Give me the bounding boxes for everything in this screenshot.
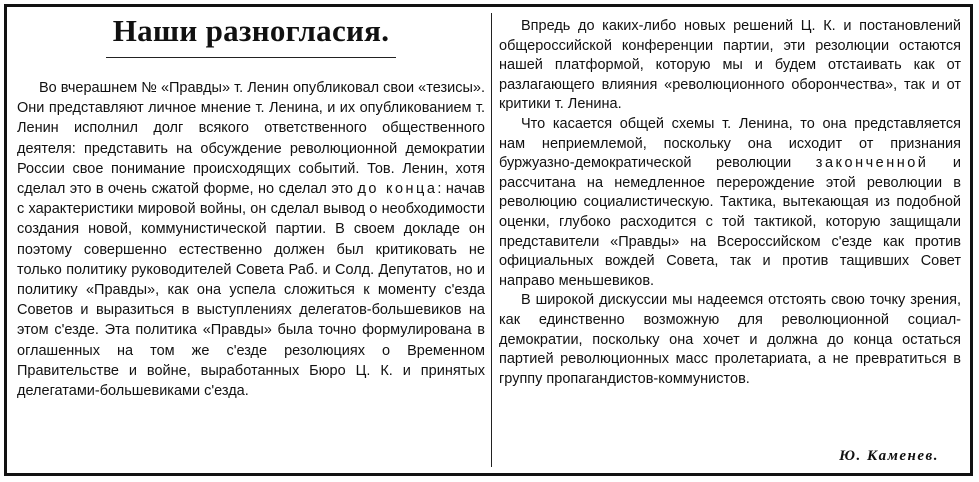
- left-paragraph: [17, 78, 485, 401]
- left-paragraph-text-1: Во вчерашнем № «Правды» т. Ленин опубликовал свои «тезисы». Они представляют личное мнение т. Ленина, и их опубликованием т. Ленин исполнил долг всякого ответственного общественного деятеля: представить на обсуждение революционной демократии России свое понимание происходящих событий. Тов. Ленин, хотя сделал это в очень сжатой форме, но сделал это: [17, 80, 485, 198]
- title-rule: [106, 57, 396, 58]
- left-column: [17, 7, 485, 473]
- right-paragraph-2: [499, 115, 961, 291]
- column-divider: [491, 13, 492, 467]
- right-paragraph-2-spaced-emphasis: законченной: [815, 155, 929, 172]
- right-column: [499, 7, 961, 473]
- right-paragraph-1: Впредь до каких-либо новых решений Ц. К. и постановлений общероссийской конференции партии, эти резолюции остаются нашей платформой, которую мы и будем отстаивать как от разлагающего влияния «революционного оборончества», так и от критики т. Ленина.: [499, 18, 961, 113]
- right-paragraph-3: В широкой дискуссии мы надеемся отстоять свою точку зрения, как единственно возможную для революционной социал-демократии, поскольку она хочет и должна до конца остаться партией революционных масс пролетариата, а не превратиться в группу пропагандистов-коммунистов.: [499, 292, 961, 387]
- left-paragraph-spaced-emphasis: до конца: [357, 181, 438, 198]
- left-paragraph-text-2: : начав с характеристики мировой войны, он сделал вывод о необходимости создания новой, коммунистической партии. В своем докладе он поэтому совершенно естественно должен был критиковать не только политику руководителей Совета Раб. и Солд. Депутатов, но и политику «Правды», как она успела сложиться к моменту с'езда Советов и выразиться в выступлениях делегатов-большевиков на этом с'езде. Эта политика «Правды» была точно формулирована в оглашенных на том же с'езде резолюциях о Временном Правительстве и войне, выработанных Бюро Ц. К. и принятых делегатами-большевиками с'езда.: [17, 181, 485, 400]
- article-frame: [4, 4, 973, 476]
- right-paragraph-2-text-2: и рассчитана на немедленное перерождение этой революции в революцию социалистическую. Тактика, вытекающая из подобной оценки, глубоко расходится с той тактикой, которую защищали представители «Правды» на Всероссийском с'езде как против официальных вождей Совета, так и против тащивших Совет направо меньшевиков.: [499, 155, 961, 289]
- author-signature: Ю. Каменев.: [839, 448, 939, 464]
- right-paragraph-2-text-1: Что касается общей схемы т. Ленина, то она представляется нам неприемлемой, поскольку она исходит от признания буржуазно-демократической революции: [499, 115, 961, 172]
- article-title: Наши разногласия.: [112, 13, 390, 48]
